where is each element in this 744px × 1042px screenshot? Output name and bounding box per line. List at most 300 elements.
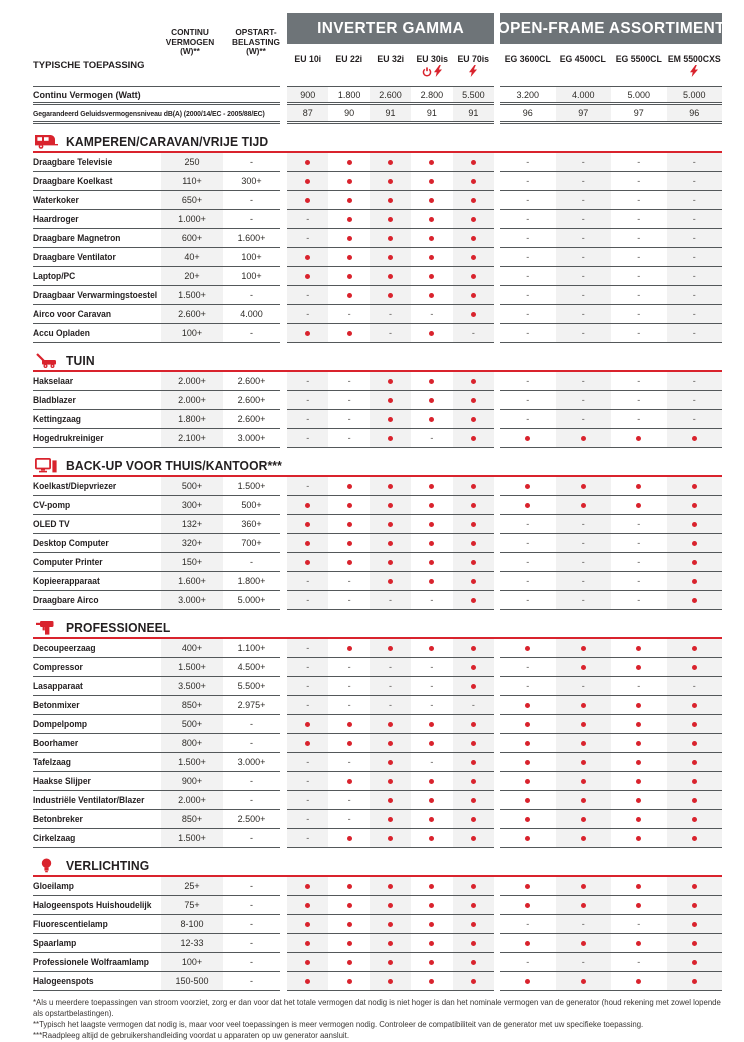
compatibility-cell — [500, 372, 556, 390]
compatibility-cell — [287, 953, 328, 971]
not-compatible-dash: - — [637, 537, 641, 548]
compatibility-cell — [556, 191, 612, 209]
compatibility-cell — [667, 658, 723, 676]
compatibility-cell — [611, 753, 667, 771]
not-compatible-dash: - — [526, 156, 530, 167]
row-open-frame-compat — [500, 658, 722, 677]
not-compatible-dash: - — [306, 289, 310, 300]
continu-vermogen-value: 3.000+ — [161, 591, 223, 609]
power-icon — [422, 64, 432, 82]
compatibility-cell — [411, 753, 452, 771]
row-inverter-compat — [287, 324, 494, 343]
compatibility-cell — [328, 534, 369, 552]
row-inverter-compat — [287, 391, 494, 410]
table-row — [33, 515, 722, 534]
compatibility-cell — [328, 877, 369, 895]
not-compatible-dash: - — [581, 194, 585, 205]
compatibility-cell — [556, 791, 612, 809]
row-left — [33, 553, 280, 572]
model-name: EU 70is — [457, 54, 490, 64]
compatible-dot — [388, 903, 393, 908]
row-left — [33, 639, 280, 658]
row-left — [33, 191, 280, 210]
application-label — [33, 734, 161, 752]
compatible-dot — [581, 436, 586, 441]
row-inverter-compat — [287, 772, 494, 791]
compatibility-cell — [287, 810, 328, 828]
compatibility-cell — [611, 229, 667, 247]
continu-vermogen-value: 150-500 — [161, 972, 223, 990]
compatibility-cell — [287, 372, 328, 390]
compatibility-cell — [453, 324, 494, 342]
compatible-dot — [305, 884, 310, 889]
compatibility-cell — [370, 286, 411, 304]
compatibility-cell — [287, 829, 328, 847]
compatibility-cell — [287, 153, 328, 171]
application-label — [33, 934, 161, 952]
spec-row — [33, 105, 722, 124]
compatible-dot — [388, 741, 393, 746]
compatibility-cell — [500, 229, 556, 247]
compatibility-cell — [667, 696, 723, 714]
compatibility-cell — [328, 286, 369, 304]
compatible-dot — [692, 817, 697, 822]
application-label-text: Desktop Computer — [33, 538, 109, 548]
compatible-dot — [347, 179, 352, 184]
compatibility-cell — [667, 553, 723, 571]
compatibility-cell — [556, 267, 612, 285]
compatible-dot — [471, 779, 476, 784]
continu-vermogen-value: 650+ — [161, 191, 223, 209]
compatibility-cell — [411, 696, 452, 714]
compatibility-cell — [667, 172, 723, 190]
application-label — [33, 696, 161, 714]
compatibility-cell — [667, 105, 723, 121]
row-left — [33, 591, 280, 610]
compatibility-cell — [667, 391, 723, 409]
compatibility-cell — [453, 639, 494, 657]
not-compatible-dash: - — [581, 375, 585, 386]
not-compatible-dash: - — [430, 680, 434, 691]
not-compatible-dash: - — [692, 175, 696, 186]
compatibility-cell — [667, 153, 723, 171]
compatible-dot — [429, 646, 434, 651]
compatibility-cell — [370, 267, 411, 285]
not-compatible-dash: - — [306, 699, 310, 710]
compatibility-cell — [411, 429, 452, 447]
compatibility-cell — [370, 877, 411, 895]
not-compatible-dash: - — [526, 232, 530, 243]
row-inverter-compat — [287, 515, 494, 534]
compatible-dot — [581, 503, 586, 508]
compatible-dot — [471, 665, 476, 670]
not-compatible-dash: - — [692, 156, 696, 167]
not-compatible-dash: - — [581, 394, 585, 405]
row-open-frame-compat — [500, 772, 722, 791]
compatibility-cell — [453, 496, 494, 514]
application-label — [33, 791, 161, 809]
compatibility-cell — [667, 229, 723, 247]
compatibility-cell — [328, 391, 369, 409]
model-header-eu-30is — [411, 48, 452, 80]
compatible-dot — [692, 922, 697, 927]
compatible-dot — [471, 255, 476, 260]
application-label — [33, 267, 161, 285]
compatible-dot — [692, 960, 697, 965]
compatibility-cell — [370, 477, 411, 495]
compatibility-cell — [453, 734, 494, 752]
not-compatible-dash: - — [389, 699, 393, 710]
table-row — [33, 877, 722, 896]
row-left — [33, 496, 280, 515]
continu-vermogen-value: 800+ — [161, 734, 223, 752]
compatibility-cell — [611, 267, 667, 285]
compatibility-cell — [287, 324, 328, 342]
row-open-frame-compat — [500, 429, 722, 448]
compatibility-cell — [556, 934, 612, 952]
compatible-dot — [692, 503, 697, 508]
compatibility-cell — [453, 477, 494, 495]
not-compatible-dash: - — [526, 175, 530, 186]
not-compatible-dash: - — [637, 575, 641, 586]
application-label-text: Gloeilamp — [33, 881, 74, 891]
row-open-frame-compat — [500, 248, 722, 267]
compatibility-cell — [453, 429, 494, 447]
compatibility-cell — [411, 791, 452, 809]
model-header-eg-5500cl — [611, 48, 667, 80]
row-left — [33, 429, 280, 448]
not-compatible-dash: - — [430, 594, 434, 605]
opstart-belasting-value: 3.000+ — [237, 757, 266, 767]
compatibility-cell — [667, 715, 723, 733]
row-left — [33, 477, 280, 496]
application-label-text: Industriële Ventilator/Blazer — [33, 795, 145, 805]
compatibility-cell — [453, 191, 494, 209]
compatibility-cell — [370, 305, 411, 323]
table-header — [0, 0, 744, 86]
row-open-frame-compat — [500, 305, 722, 324]
compatible-dot — [429, 798, 434, 803]
not-compatible-dash: - — [692, 213, 696, 224]
compatibility-cell — [556, 696, 612, 714]
compatibility-cell — [556, 372, 612, 390]
compatibility-cell — [667, 810, 723, 828]
compatibility-cell — [411, 934, 452, 952]
compatibility-cell — [667, 972, 723, 990]
application-label — [33, 324, 161, 342]
not-compatible-dash: - — [637, 556, 641, 567]
compatible-dot — [525, 436, 530, 441]
compatibility-cell — [287, 772, 328, 790]
not-compatible-dash: - — [637, 156, 641, 167]
compatibility-cell — [500, 896, 556, 914]
not-compatible-dash: - — [347, 394, 351, 405]
compatible-dot — [525, 722, 530, 727]
row-open-frame-compat — [500, 734, 722, 753]
compatible-dot — [525, 779, 530, 784]
row-inverter-compat — [287, 658, 494, 677]
compatible-dot — [429, 884, 434, 889]
not-compatible-dash: - — [581, 918, 585, 929]
compatible-dot — [388, 884, 393, 889]
compatibility-cell — [611, 324, 667, 342]
application-label — [33, 953, 161, 971]
compatibility-cell — [556, 915, 612, 933]
continu-vermogen-value: 500+ — [161, 477, 223, 495]
application-label-text: Waterkoker — [33, 195, 79, 205]
not-compatible-dash: - — [526, 956, 530, 967]
table-row — [33, 915, 722, 934]
table-row — [33, 972, 722, 991]
row-open-frame-compat — [500, 410, 722, 429]
compatibility-cell — [328, 715, 369, 733]
compatible-dot — [388, 722, 393, 727]
application-label — [33, 210, 161, 228]
table-row — [33, 229, 722, 248]
compatibility-cell — [611, 191, 667, 209]
table-row — [33, 658, 722, 677]
compatibility-cell — [556, 153, 612, 171]
compatibility-cell — [611, 410, 667, 428]
compatibility-cell — [667, 191, 723, 209]
compatible-dot — [692, 579, 697, 584]
compatibility-cell — [453, 658, 494, 676]
compatibility-cell — [370, 734, 411, 752]
row-inverter-compat — [287, 791, 494, 810]
not-compatible-dash: - — [430, 432, 434, 443]
model-name: EU 32i — [377, 54, 404, 64]
footnote-1: *Als u meerdere toepassingen van stroom voorziet, zorg er dan voor dat het totale vermogen dat nodig is niet hoger is dan het nominale vermogen van de generator (houd rekening met zowel lopende als opstartbelastingen). — [33, 998, 721, 1018]
compatibility-cell — [556, 658, 612, 676]
compatible-dot — [305, 522, 310, 527]
compatibility-cell — [667, 210, 723, 228]
compatibility-cell — [453, 810, 494, 828]
spec-row-inverter-values — [287, 105, 494, 124]
compatibility-cell — [411, 572, 452, 590]
compatible-dot — [429, 741, 434, 746]
compatible-dot — [471, 379, 476, 384]
compatibility-cell — [500, 105, 556, 121]
row-inverter-compat — [287, 734, 494, 753]
compatibility-cell — [370, 953, 411, 971]
compatible-dot — [636, 903, 641, 908]
compatibility-cell — [328, 87, 369, 102]
compatibility-cell — [556, 172, 612, 190]
not-compatible-dash: - — [581, 308, 585, 319]
not-compatible-dash: - — [526, 213, 530, 224]
continu-vermogen-value: 1.000+ — [161, 210, 223, 228]
compatible-dot — [471, 722, 476, 727]
compatibility-cell — [328, 429, 369, 447]
application-label-text: Draagbare Magnetron — [33, 233, 121, 243]
not-compatible-dash: - — [306, 594, 310, 605]
compatibility-cell — [453, 753, 494, 771]
row-inverter-compat — [287, 267, 494, 286]
compatibility-cell — [611, 772, 667, 790]
compatible-dot — [525, 941, 530, 946]
compatibility-cell — [556, 210, 612, 228]
application-label — [33, 915, 161, 933]
compatibility-cell — [287, 715, 328, 733]
compatible-dot — [692, 560, 697, 565]
opstart-belasting-value: - — [250, 776, 253, 786]
row-left — [33, 896, 280, 915]
table-row — [33, 696, 722, 715]
row-open-frame-compat — [500, 210, 722, 229]
opstart-belasting-value: 360+ — [241, 519, 262, 529]
compatible-dot — [388, 522, 393, 527]
not-compatible-dash: - — [526, 594, 530, 605]
row-open-frame-compat — [500, 534, 722, 553]
compatible-dot — [305, 198, 310, 203]
model-name: EM 5500CXS — [667, 54, 721, 64]
compatible-dot — [471, 598, 476, 603]
compatible-dot — [636, 436, 641, 441]
compatibility-cell — [453, 677, 494, 695]
compatibility-cell — [500, 191, 556, 209]
compatibility-cell — [500, 87, 556, 102]
compatible-dot — [581, 817, 586, 822]
compatibility-cell — [611, 534, 667, 552]
application-label-text: Computer Printer — [33, 557, 103, 567]
compatibility-cell — [453, 248, 494, 266]
not-compatible-dash: - — [637, 413, 641, 424]
row-left — [33, 772, 280, 791]
compatible-dot — [388, 579, 393, 584]
compatible-dot — [471, 217, 476, 222]
not-compatible-dash: - — [637, 194, 641, 205]
not-compatible-dash: - — [581, 270, 585, 281]
compatible-dot — [636, 665, 641, 670]
section-rows — [33, 639, 722, 848]
compatibility-cell — [370, 658, 411, 676]
row-open-frame-compat — [500, 934, 722, 953]
compatibility-cell — [611, 591, 667, 609]
compatibility-cell — [328, 305, 369, 323]
bolt-icon — [434, 64, 442, 82]
compatibility-cell — [611, 210, 667, 228]
table-row — [33, 829, 722, 848]
spec-row-open-frame-values — [500, 86, 722, 105]
application-label-text: Laptop/PC — [33, 271, 76, 281]
compatibility-cell — [411, 105, 452, 121]
compatibility-cell — [287, 658, 328, 676]
compatible-dot — [429, 779, 434, 784]
compatibility-cell — [611, 715, 667, 733]
compatibility-cell — [453, 172, 494, 190]
compatibility-cell — [556, 410, 612, 428]
continu-vermogen-value: 20+ — [161, 267, 223, 285]
not-compatible-dash: - — [637, 594, 641, 605]
opstart-belasting-value: - — [250, 881, 253, 891]
compatibility-cell — [611, 153, 667, 171]
spec-row-left — [33, 86, 280, 105]
row-left — [33, 877, 280, 896]
section — [0, 618, 744, 848]
table-row — [33, 572, 722, 591]
compatible-dot — [305, 722, 310, 727]
compatible-dot — [429, 255, 434, 260]
compatibility-cell — [611, 658, 667, 676]
compatibility-cell — [328, 191, 369, 209]
compatibility-cell — [667, 248, 723, 266]
row-open-frame-compat — [500, 324, 722, 343]
compatibility-cell — [667, 791, 723, 809]
compatibility-cell — [453, 829, 494, 847]
compatibility-cell — [453, 953, 494, 971]
compatibility-cell — [370, 105, 411, 121]
compatibility-cell — [411, 515, 452, 533]
compatibility-cell — [453, 877, 494, 895]
compatibility-cell — [287, 753, 328, 771]
opstart-belasting-value: 4.000 — [240, 309, 263, 319]
compatible-dot — [429, 541, 434, 546]
compatibility-cell — [287, 267, 328, 285]
compatibility-cell — [453, 372, 494, 390]
row-inverter-compat — [287, 477, 494, 496]
compatibility-cell — [453, 305, 494, 323]
compatibility-cell — [611, 791, 667, 809]
row-left — [33, 372, 280, 391]
not-compatible-dash: - — [347, 308, 351, 319]
compatibility-cell — [556, 324, 612, 342]
compatibility-cell — [611, 953, 667, 971]
row-inverter-compat — [287, 305, 494, 324]
spec-value: 5.000 — [682, 89, 706, 100]
compatibility-cell — [611, 87, 667, 102]
compatibility-cell — [453, 410, 494, 428]
compatible-dot — [388, 255, 393, 260]
compatibility-cell — [453, 572, 494, 590]
compatible-dot — [581, 665, 586, 670]
compatibility-cell — [453, 286, 494, 304]
compatibility-cell — [370, 772, 411, 790]
compatibility-cell — [453, 267, 494, 285]
compatible-dot — [429, 922, 434, 927]
group-header-open-frame — [497, 13, 725, 44]
compatibility-cell — [370, 172, 411, 190]
not-compatible-dash: - — [347, 794, 351, 805]
compatibility-cell — [667, 572, 723, 590]
not-compatible-dash: - — [637, 518, 641, 529]
application-label-text: CV-pomp — [33, 500, 71, 510]
spec-value: 91 — [385, 108, 396, 118]
group-header-inverter-label: INVERTER GAMMA — [316, 19, 465, 37]
compatibility-cell — [411, 639, 452, 657]
compatible-dot — [692, 703, 697, 708]
compatibility-cell — [500, 591, 556, 609]
not-compatible-dash: - — [637, 213, 641, 224]
not-compatible-dash: - — [637, 308, 641, 319]
compatible-dot — [471, 884, 476, 889]
row-left — [33, 677, 280, 696]
compatible-dot — [305, 960, 310, 965]
row-open-frame-compat — [500, 515, 722, 534]
not-compatible-dash: - — [526, 413, 530, 424]
not-compatible-dash: - — [306, 432, 310, 443]
compatible-dot — [636, 484, 641, 489]
application-label-text: Professionele Wolfraamlamp — [33, 957, 149, 967]
compatibility-cell — [287, 191, 328, 209]
compatible-dot — [581, 722, 586, 727]
compatibility-cell — [411, 553, 452, 571]
compatible-dot — [347, 741, 352, 746]
compatibility-cell — [370, 248, 411, 266]
compatible-dot — [347, 722, 352, 727]
row-left — [33, 305, 280, 324]
monitor-icon — [33, 458, 59, 473]
compatibility-cell — [556, 391, 612, 409]
